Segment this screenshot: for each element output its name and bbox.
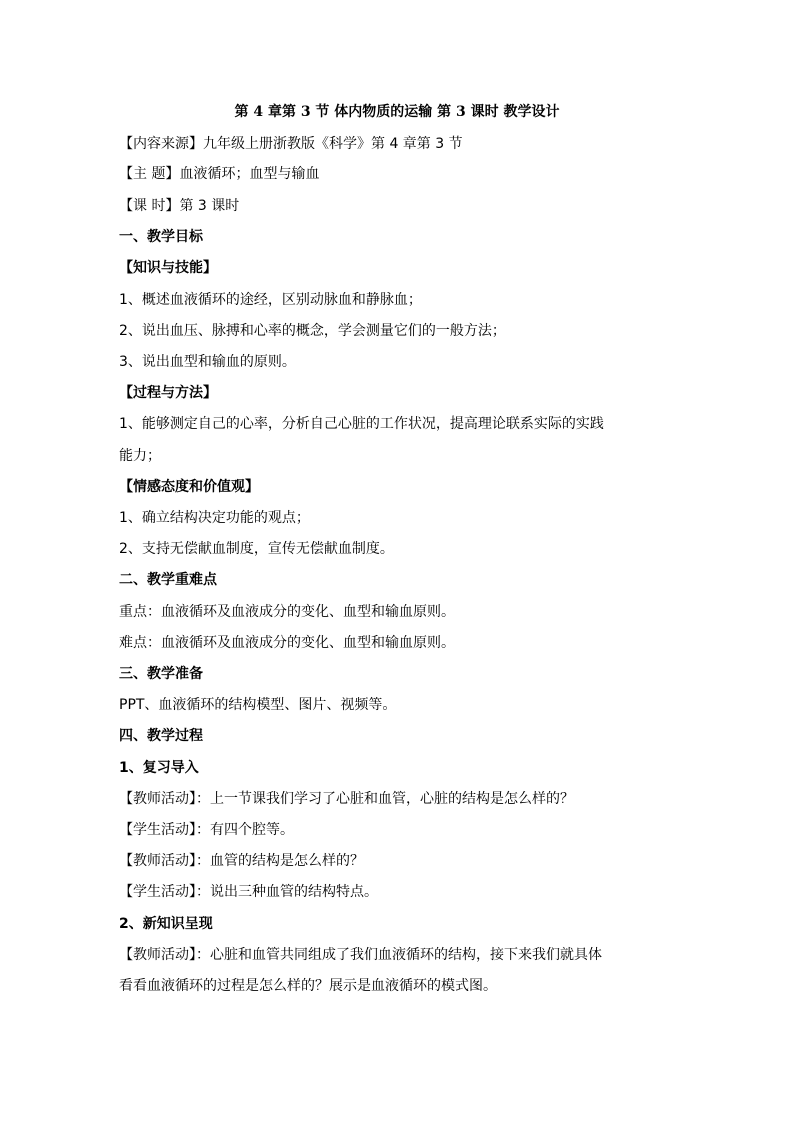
dialogue-line: 【学生活动】：有四个腔等。 — [119, 822, 294, 838]
preparation-line: PPT、血液循环的结构模型、图片、视频等。 — [119, 697, 397, 713]
dialogue-line-continued: 看看血液循环的过程是怎么样的？展示是血液循环的模式图。 — [119, 978, 497, 994]
objective-item-continued: 能力； — [119, 448, 161, 464]
subheading-new-knowledge: 2、新知识呈现 — [119, 916, 213, 932]
subheading-attitudes-values: 【情感态度和价值观】 — [119, 479, 259, 495]
objective-item: 3、说出血型和输血的原则。 — [119, 354, 296, 370]
dialogue-line: 【教师活动】：心脏和血管共同组成了我们血液循环的结构，接下来我们就具体 — [119, 947, 602, 963]
dialogue-line: 【教师活动】：上一节课我们学习了心脏和血管，心脏的结构是怎么样的？ — [119, 791, 574, 807]
document-title: 第 4 章第 3 节 体内物质的运输 第 3 课时 教学设计 — [234, 104, 560, 120]
dialogue-line: 【学生活动】：说出三种血管的结构特点。 — [119, 884, 378, 900]
objective-item: 2、说出血压、脉搏和心率的概念，学会测量它们的一般方法； — [119, 323, 506, 339]
section-heading-objectives: 一、教学目标 — [119, 229, 203, 245]
objective-item: 1、能够测定自己的心率，分析自己心脏的工作状况，提高理论联系实际的实践 — [119, 416, 604, 432]
subheading-process-methods: 【过程与方法】 — [119, 385, 217, 401]
objective-item: 1、概述血液循环的途经，区别动脉血和静脉血； — [119, 292, 422, 308]
objective-item: 1、确立结构决定功能的观点； — [119, 510, 310, 526]
content-source-line: 【内容来源】九年级上册浙教版《科学》第 4 章第 3 节 — [119, 136, 463, 152]
section-heading-preparation: 三、教学准备 — [119, 666, 203, 682]
topic-line: 【主 题】血液循环；血型与输血 — [119, 166, 320, 182]
key-point-line: 重点：血液循环及血液成分的变化、血型和输血原则。 — [119, 604, 455, 620]
difficult-point-line: 难点：血液循环及血液成分的变化、血型和输血原则。 — [119, 635, 455, 651]
section-heading-process: 四、教学过程 — [119, 728, 203, 744]
objective-item: 2、支持无偿献血制度，宣传无偿献血制度。 — [119, 541, 394, 557]
dialogue-line: 【教师活动】：血管的结构是怎么样的？ — [119, 853, 364, 869]
section-heading-key-points: 二、教学重难点 — [119, 572, 217, 588]
subheading-review: 1、复习导入 — [119, 760, 199, 776]
lesson-period-line: 【课 时】第 3 课时 — [119, 198, 240, 214]
subheading-knowledge-skills: 【知识与技能】 — [119, 260, 217, 276]
